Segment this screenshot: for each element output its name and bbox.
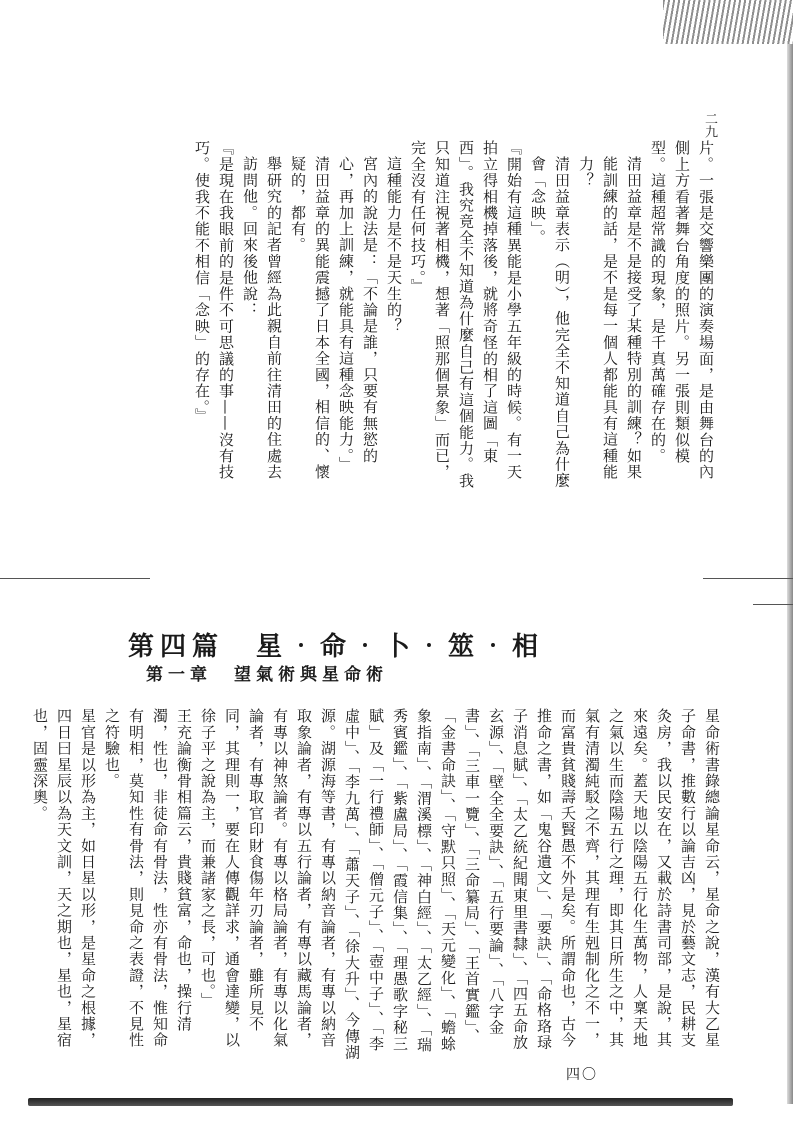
upper-page-number: 二九	[702, 112, 717, 138]
section-title: 第一章 望氣術與星命術	[146, 665, 388, 685]
upper-text-block	[108, 140, 718, 490]
paragraph: 宮內的說法是：「不論是誰，只要有無慾的心，再加上訓練，就能具有這種念映能力。」	[337, 156, 379, 473]
scan-noise-corner	[663, 0, 793, 44]
paragraph: 清田益章表示（明），他完全不知道自己為什麼會「念映」。	[529, 156, 571, 489]
paragraph: 清田益章是不是接受了某種特別的訓練？如果能訓練的話，是不是每一個人都能具有這種能力？	[577, 156, 643, 480]
paragraph: 『是現在我眼前的是件不可思議的事——沒有技巧。使我不能不相信「念映」的存在。』	[193, 140, 235, 481]
paragraph: 星官是以形為主，如日星以形，是星命之根據，四日曰星辰以為天文訓，天之期也，星也，星宿也，固靈深奧。	[31, 708, 97, 1049]
paragraph: 舉研究的記者曾經為此親自前往清田的住處去訪問他。回來後他說：	[241, 156, 283, 480]
page-divider	[0, 578, 150, 579]
page-divider	[753, 604, 793, 605]
paragraph: 片。一張是交響樂團的演奏場面，是由舞台的內側上方看著舞台角度的照片。另一張則類似模型。這種超常識的現象，是千真萬確存在的。	[649, 140, 715, 481]
lower-page-number: 四〇	[566, 1067, 598, 1083]
paragraph: 王充論衡骨相篇云，貴賤貧富，命也，操行清濁，性也，非徒命有骨法，性亦有骨法，惟知命有明相，莫知性有骨法，則見命之表證，不見性之符驗也。	[103, 708, 193, 1049]
paragraph: 『開始有這種異能是小學五年級的時候。有一天拍立得相機掉落後，就將奇怪的相了這圖「東西」。我究竟全不知道為什麼自己有這個能力。我只知道注視著相機，想著「照那個景象」而已，完全沒有任何技巧。』	[409, 140, 523, 489]
scan-edge-shadow	[787, 44, 793, 1104]
paragraph: 清田益章的異能震撼了日本全國，相信的、懷疑的，都有。	[289, 156, 331, 480]
scan-bottom-edge	[28, 1098, 733, 1106]
paragraph: 星命術書錄總論星命云，星命之說，漢有大乙星子命書，推數行以論吉凶，見於藝文志，民耕支灸房，我以民安在，又載於詩書司部，是說，其來遠矣。蓋天地以陰陽五行化生萬物，人稟天地之氣以生而陰陽五行之理，即其日所生之中，其氣有清濁純駁之不齊，其理有生剋制化之不一，而富貴貧賤壽夭賢愚不外是矣。所謂命也，古今推命之書，如「鬼谷遺文」、「要訣」、「命格珞琭子消息賦」、「太乙統紀聞東里書隸」、「四五命放玄源」、「壁全全要訣」、「五行要論」、「八字金書」、「三車一覽」、「三命纂局」、「王首實鑑」、「金書命訣」、「守默只照」、「天元變化」、「蟾蜍象指南」、「渭溪標」、「神白經」、「太乙經」、「瑞秀賓鑑」、「紫盧局」、「霞信集」、「理愚歌字秘三賦」及「一行禮師」、「僧元子」、「壺中子」、「李虛中」、「李九萬」、「蕭天子」、「徐大升」、今傳湖源。湖源海等書，有專以納音論者，有專以納音取象論者，有專以五行論者，有專以藏馬論者，有專以神煞論者。有專以格局論者，有專以化氣論者，有專取官印財食傷年刃論者，雖所見不同，其理則一，要在人傳觀詳求，通會達變，以徐子平之說為主，而兼諸家之長，可也。」	[199, 708, 721, 1061]
page-divider	[703, 578, 793, 579]
paragraph: 這種能力是不是天生的？	[385, 156, 403, 335]
lower-text-block	[31, 692, 724, 1062]
chapter-title: 第四篇 星‧命‧卜‧筮‧相	[128, 632, 545, 662]
